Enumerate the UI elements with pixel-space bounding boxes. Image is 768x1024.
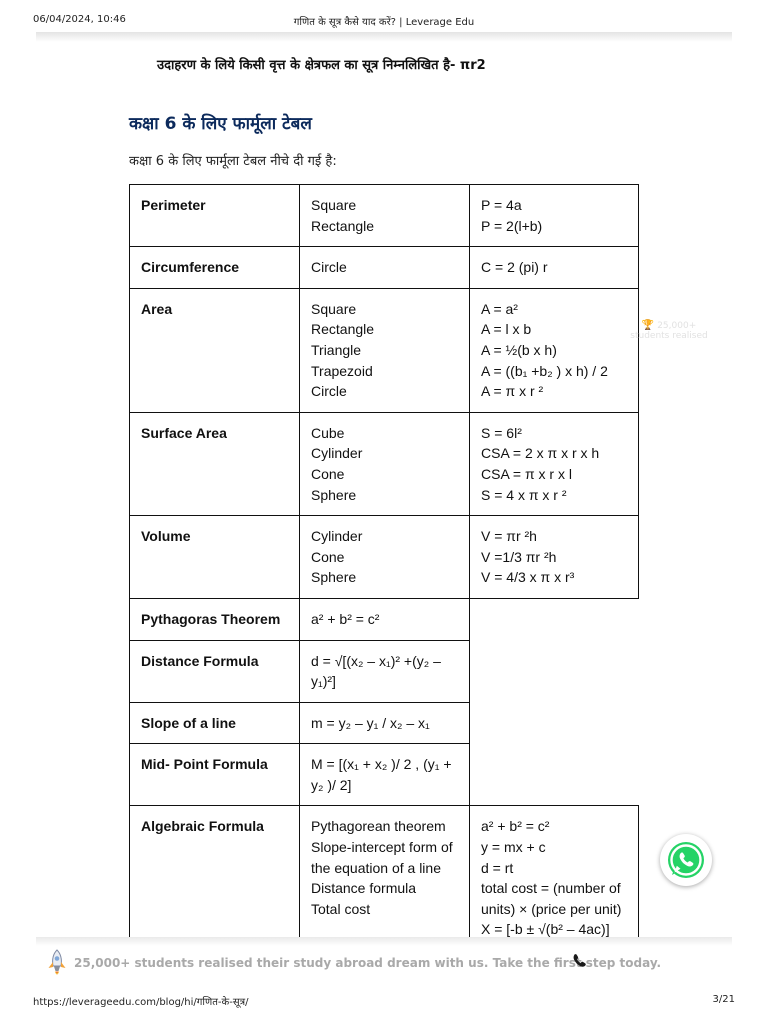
- shape-item: Square: [311, 300, 357, 317]
- formula-item: P = 4a: [481, 197, 522, 213]
- topic-cell: Circumference: [130, 247, 300, 289]
- empty-cell: [470, 640, 639, 702]
- shape-item: Sphere: [311, 486, 357, 503]
- topic-cell: Area: [130, 288, 300, 412]
- rocket-icon: [44, 949, 70, 977]
- table-row: [130, 516, 639, 599]
- page-top-shadow: [36, 32, 732, 42]
- shape-item: Circle: [311, 383, 347, 400]
- empty-cell: [470, 702, 639, 744]
- topic-cell: Mid- Point Formula: [130, 744, 300, 806]
- topic-cell: Algebraic Formula: [130, 806, 300, 951]
- trophy-icon: 🏆: [641, 320, 655, 331]
- table-row: [130, 640, 639, 702]
- formula-item: CSA = π x r x l: [481, 465, 572, 482]
- shape-item: Distance formula: [311, 880, 417, 897]
- formula-item: A = π x r ²: [481, 383, 544, 400]
- formula-item: V = πr ²h: [481, 528, 537, 545]
- formulas-cell: [470, 185, 639, 247]
- formula-item: a² + b² = c²: [481, 818, 550, 835]
- phone-icon[interactable]: [570, 952, 588, 970]
- formula-item: CSA = 2 x π x r x h: [481, 445, 600, 462]
- formula-table: [129, 184, 639, 951]
- topic-cell: Pythagoras Theorem: [130, 598, 300, 640]
- print-datetime: 06/04/2024, 10:46: [33, 14, 126, 25]
- print-header: [33, 14, 735, 30]
- formula-item: P = 2(l+b): [481, 217, 543, 234]
- formulas-cell: [470, 247, 639, 289]
- formula-item: S = 4 x π x r ²: [481, 486, 567, 503]
- shapes-cell: [300, 247, 470, 289]
- whatsapp-icon: [660, 834, 712, 886]
- banner-text: 25,000+ students realised their study abroad dream with us. Take the first step today.: [74, 956, 662, 970]
- topic-cell: Volume: [130, 516, 300, 599]
- section-subtitle: कक्षा 6 के लिए फार्मूला टेबल नीचे दी गई है:: [129, 154, 337, 169]
- table-row: [130, 598, 639, 640]
- table-row: [130, 288, 639, 412]
- popup-line1: 25,000+: [657, 321, 697, 331]
- formula-item: A = l x b: [481, 321, 532, 338]
- formulas-cell: [470, 412, 639, 515]
- formula-cell: d = √[(x₂ – x₁)² +(y₂ – y₁)²]: [300, 640, 470, 702]
- formula-item: A = ½(b x h): [481, 341, 557, 358]
- table-row: [130, 185, 639, 247]
- popup-line2: students realised: [630, 331, 708, 341]
- shapes-cell: [300, 412, 470, 515]
- formula-item: V =1/3 πr ²h: [481, 548, 557, 565]
- print-url: https://leverageedu.com/blog/hi/गणित-के-सूत्र/: [33, 997, 249, 1008]
- table-row: [130, 702, 639, 744]
- formula-cell: m = y₂ – y₁ / x₂ – x₁: [300, 702, 470, 744]
- shape-item: Rectangle: [311, 321, 375, 338]
- formula-item: C = 2 (pi) r: [481, 259, 548, 276]
- formula-cell: M = [(x₁ + x₂ )/ 2 , (y₁ + y₂ )/ 2]: [300, 744, 470, 806]
- whatsapp-button[interactable]: [660, 834, 712, 886]
- table-row: [130, 806, 639, 951]
- print-page-title: गणित के सूत्र कैसे याद करें? | Leverage Edu: [293, 17, 475, 28]
- shape-item: Cylinder: [311, 445, 363, 462]
- formula-item: total cost = (number of units) × (price per unit): [481, 880, 622, 917]
- topic-cell: Surface Area: [130, 412, 300, 515]
- formula-item: y = mx + c: [481, 839, 546, 856]
- shape-item: Square: [311, 197, 357, 213]
- empty-cell: [470, 744, 639, 806]
- section-title: कक्षा 6 के लिए फार्मूला टेबल: [129, 114, 312, 134]
- table-row: [130, 412, 639, 515]
- formula-item: A = a²: [481, 300, 518, 317]
- print-page-number: 3/21: [712, 994, 735, 1005]
- topic-cell: Slope of a line: [130, 702, 300, 744]
- formula-item: d = rt: [481, 859, 514, 876]
- shape-item: Rectangle: [311, 217, 375, 234]
- shape-item: Slope-intercept form of the equation of a line: [311, 839, 453, 876]
- popup-tile[interactable]: [614, 320, 724, 354]
- shape-item: Pythagorean theorem: [311, 818, 446, 835]
- shape-item: Sphere: [311, 569, 357, 586]
- shape-item: Total cost: [311, 900, 371, 917]
- formula-cell: a² + b² = c²: [300, 598, 470, 640]
- formulas-cell: [470, 516, 639, 599]
- table-row: [130, 247, 639, 289]
- cta-banner[interactable]: [36, 937, 732, 987]
- formula-item: X = [-b ± √(b² – 4ac)]: [481, 921, 610, 938]
- shape-item: Cylinder: [311, 528, 363, 545]
- shapes-cell: [300, 185, 470, 247]
- intro-text: उदाहरण के लिये किसी वृत्त के क्षेत्रफल का सूत्र निम्नलिखित है- πr2: [157, 58, 486, 73]
- shapes-cell: [300, 806, 470, 951]
- shape-item: Triangle: [311, 341, 362, 358]
- shape-item: Circle: [311, 259, 347, 276]
- topic-cell: Perimeter: [130, 185, 300, 247]
- formula-item: A = ((b₁ +b₂ ) x h) / 2: [481, 362, 608, 379]
- formula-item: V = 4/3 x π x r³: [481, 569, 575, 586]
- shapes-cell: [300, 516, 470, 599]
- shapes-cell: [300, 288, 470, 412]
- empty-cell: [470, 598, 639, 640]
- shape-item: Cube: [311, 424, 345, 441]
- formula-item: S = 6l²: [481, 424, 522, 441]
- shape-item: Trapezoid: [311, 362, 373, 379]
- topic-cell: Distance Formula: [130, 640, 300, 702]
- formulas-cell: [470, 806, 639, 951]
- table-row: [130, 744, 639, 806]
- shape-item: Cone: [311, 465, 345, 482]
- shape-item: Cone: [311, 548, 345, 565]
